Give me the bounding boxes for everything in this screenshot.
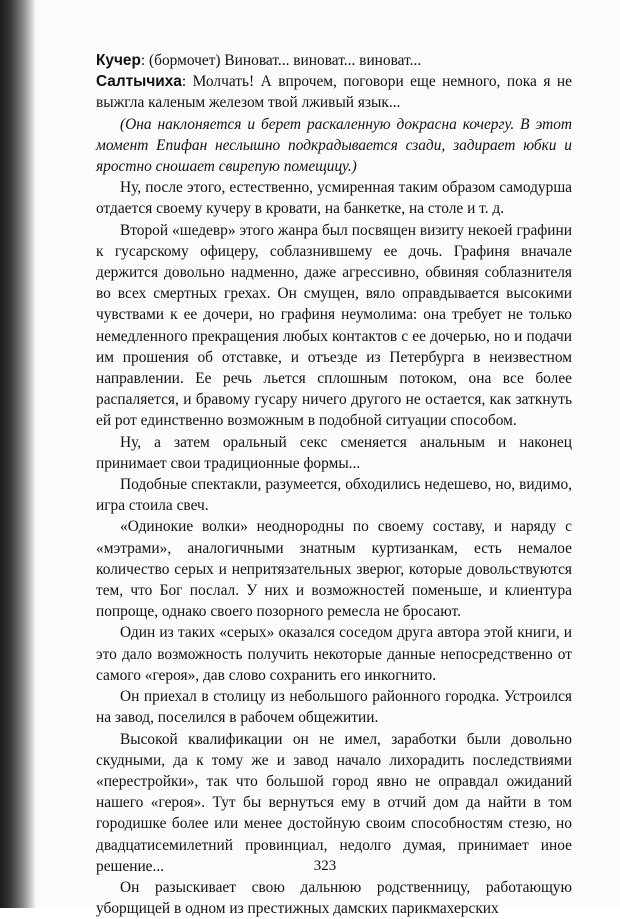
dialogue-text: : Молчать! А впрочем, поговори еще немного, пока я не выжгла каленым железом твой лживый язык... (96, 73, 572, 112)
dialogue-line-saltychikha (96, 71, 572, 113)
paragraph: Ну, после этого, естественно, усмиренная таким образом самодурша отдается своему кучеру в кровати, на банкетке, на столе и т. д. (96, 179, 572, 218)
page-number-text: 323 (313, 858, 337, 874)
paragraph: Один из таких «серых» оказался соседом друга автора этой книги, и это дало возможность получить некоторые данные непосредственно от самого «героя», дав слово сохранить его инкогнито. (96, 624, 572, 684)
book-binding-shadow (0, 0, 36, 908)
dialogue-line-coachman (96, 50, 572, 71)
paragraph: Подобные спектакли, разумеется, обходились недешево, но, видимо, игра стоила свеч. (96, 476, 572, 515)
paragraph: Второй «шедевр» этого жанра был посвящен визиту некоей графини к гусарскому офицеру, соблазнившему ее дочь. Графиня вначале держится довольно надменно, даже агрессивно, обвиняя соблазнителя во всех смертных грехах. Он смущен, вяло оправдывается высокими чувствами к ее дочери, но графиня неумолима: она требует не только немедленного прекращения любых контактов с ее дочерью, но и подачи им прошения об отставке, и отъезде из Петербурга в неизвестном направлении. Ее речь льется сплошным потоком, она все более распаляется, и бравому гусару ничего другого не остается, как заткнуть ей рот единственно возможным в подобной ситуации способом. (96, 221, 572, 430)
paragraph: Он разыскивает свою дальнюю родственницу, работающую уборщицей в одном из престижных дамских парикмахерских (96, 878, 572, 918)
paragraph: Он приехал в столицу из небольшого районного городка. Устроился на завод, поселился в рабочем общежитии. (96, 688, 572, 727)
page-number (0, 858, 620, 875)
page-text (96, 50, 572, 919)
dialogue-text: : (бормочет) Виноват... виноват... виноват... (140, 52, 422, 69)
speaker-name: Салтычиха (96, 73, 182, 91)
speaker-name: Кучер (96, 52, 141, 69)
paragraph: Ну, а затем оральный секс сменяется анальным и наконец принимает свои традиционные формы... (96, 433, 572, 472)
paragraph: «Одинокие волки» неоднородны по своему составу, и наряду с «мэтрами», аналогичными знатным куртизанкам, есть немалое количество серых и непритязательных зверюг, которые довольствуются тем, что Бог послал. У них и возможностей поменьше, и клиентура попроще, однако своего позорного ремесла не бросают. (96, 518, 572, 621)
paragraph: Высокой квалификации он не имел, заработки были довольно скудными, да к тому же и завод начало лихорадить последствиями «перестройки», так что большой город явно не оправдал ожиданий нашего «героя». Тут бы вернуться ему в отчий дом да найти в том городишке более или менее достойную своим способностям стезю, но двадцатисемилетний провинциал, недолго думая, принимает иное решение... (96, 730, 572, 875)
stage-direction: (Она наклоняется и берет раскаленную докрасна кочергу. В этот момент Епифан неслышно подкрадывается сзади, задирает юбки и яростно сношает свирепую помещицу.) (96, 115, 572, 176)
